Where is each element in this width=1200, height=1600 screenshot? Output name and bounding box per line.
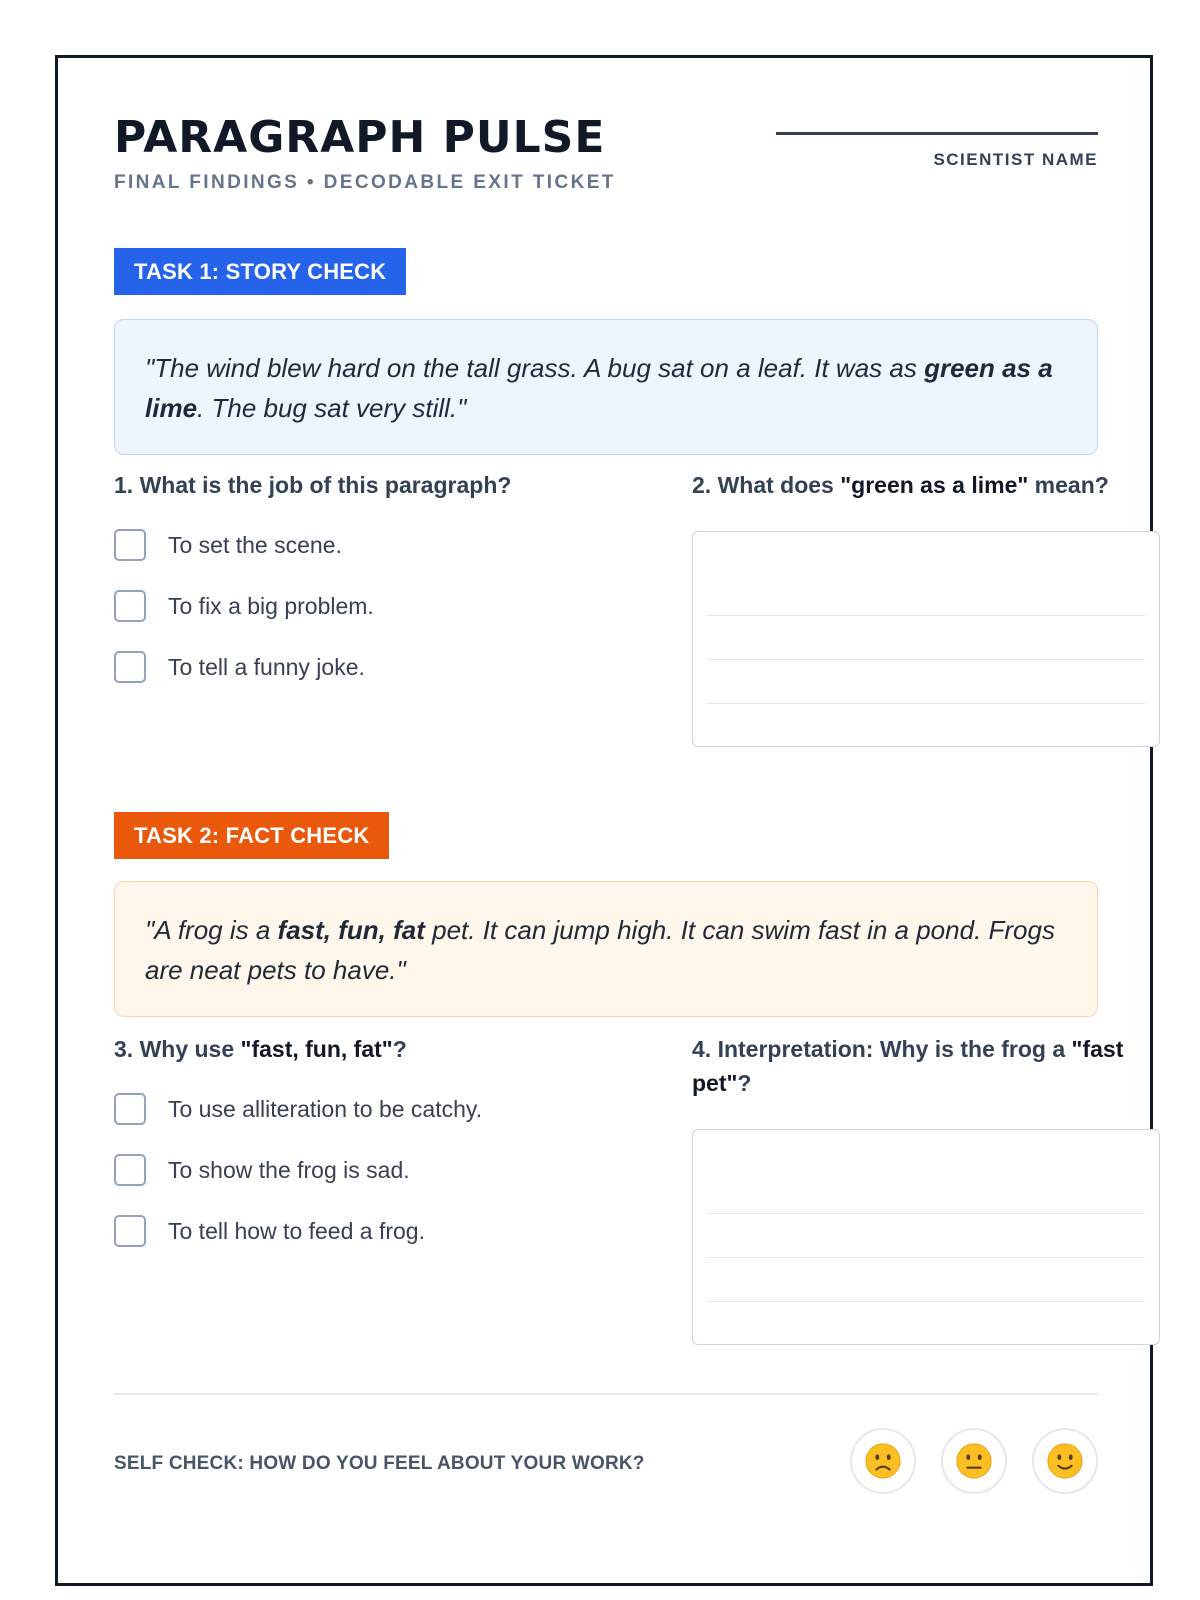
task1-passage <box>114 319 1098 455</box>
question-2-answer-box[interactable] <box>692 531 1160 747</box>
page-subtitle: FINAL FINDINGS • DECODABLE EXIT TICKET <box>114 172 616 193</box>
q3-option-2[interactable] <box>114 1153 410 1187</box>
neutral-face-icon <box>955 1442 993 1480</box>
self-check-label: SELF CHECK: HOW DO YOU FEEL ABOUT YOUR WORK? <box>114 1453 645 1474</box>
task2-passage-highlight: fast, fun, fat <box>277 915 425 945</box>
q3-option-3-label: To tell how to feed a frog. <box>168 1217 425 1244</box>
question-1-label: 1. What is the job of this paragraph? <box>114 472 512 498</box>
q3-option-3-checkbox[interactable] <box>114 1215 146 1247</box>
question-3-label <box>114 1032 407 1066</box>
answer-line <box>707 703 1145 704</box>
q1-option-2-label: To fix a big problem. <box>168 592 374 619</box>
question-3-prefix: 3. Why use <box>114 1036 241 1062</box>
question-2-label <box>692 468 1160 502</box>
rating-happy-button[interactable] <box>1032 1428 1098 1494</box>
question-4-prefix: 4. Interpretation: Why is the frog a <box>692 1036 1072 1062</box>
q1-option-3[interactable] <box>114 650 365 684</box>
question-4-answer-box[interactable] <box>692 1129 1160 1345</box>
worksheet-header <box>114 110 1098 200</box>
q1-option-1-checkbox[interactable] <box>114 529 146 561</box>
question-4-label <box>692 1032 1160 1100</box>
q3-option-1-checkbox[interactable] <box>114 1093 146 1125</box>
answer-line <box>707 659 1145 660</box>
footer-divider <box>114 1393 1098 1395</box>
question-2-suffix: mean? <box>1028 472 1109 498</box>
q1-option-3-label: To tell a funny joke. <box>168 653 365 680</box>
worksheet-page <box>55 55 1153 1586</box>
q1-option-2-checkbox[interactable] <box>114 590 146 622</box>
question-2-prefix: 2. What does <box>692 472 841 498</box>
answer-line <box>707 1301 1145 1302</box>
answer-line <box>707 615 1145 616</box>
question-4-suffix: ? <box>737 1070 752 1096</box>
task1-passage-text-start: "The wind blew hard on the tall grass. A bug sat on a leaf. It was as <box>145 353 925 383</box>
q3-option-2-checkbox[interactable] <box>114 1154 146 1186</box>
q3-option-1-label: To use alliteration to be catchy. <box>168 1095 483 1122</box>
scientist-name-field[interactable] <box>776 132 1098 135</box>
scientist-name-label: SCIENTIST NAME <box>933 150 1098 169</box>
question-4-phrase: "fast pet" <box>692 1036 1124 1096</box>
task1-badge: TASK 1: STORY CHECK <box>114 248 406 295</box>
task2-badge: TASK 2: FACT CHECK <box>114 812 389 859</box>
question-2-phrase: "green as a lime" <box>840 472 1029 498</box>
task2-passage-text-end: pet. It can jump high. It can swim fast in a pond. Frogs are neat pets to have." <box>145 915 1055 985</box>
q3-option-2-label: To show the frog is sad. <box>168 1156 410 1183</box>
task2-passage <box>114 881 1098 1017</box>
task1-passage-highlight: green as a lime <box>145 353 1053 423</box>
q1-option-2[interactable] <box>114 589 374 623</box>
slightly-frowning-face-icon <box>864 1442 902 1480</box>
q3-option-1[interactable] <box>114 1092 482 1126</box>
task2-passage-text-start: "A frog is a <box>145 915 278 945</box>
answer-line <box>707 1257 1145 1258</box>
answer-line <box>707 1213 1145 1214</box>
page-title: PARAGRAPH PULSE <box>114 112 606 163</box>
q1-option-1-label: To set the scene. <box>168 531 342 558</box>
slightly-smiling-face-icon <box>1046 1442 1084 1480</box>
q1-option-3-checkbox[interactable] <box>114 651 146 683</box>
task1-passage-text-end: . The bug sat very still." <box>197 393 467 423</box>
question-3-suffix: ? <box>392 1036 407 1062</box>
rating-neutral-button[interactable] <box>941 1428 1007 1494</box>
q1-option-1[interactable] <box>114 528 342 562</box>
rating-sad-button[interactable] <box>850 1428 916 1494</box>
q3-option-3[interactable] <box>114 1214 425 1248</box>
question-3-phrase: "fast, fun, fat" <box>240 1036 393 1062</box>
